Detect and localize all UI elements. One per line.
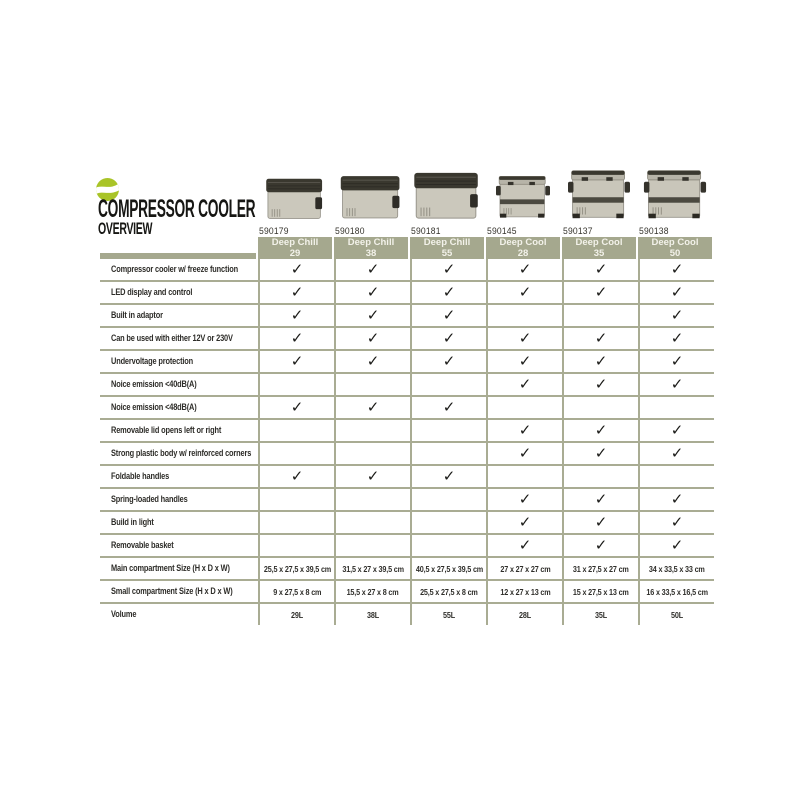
check-icon: ✓ <box>366 307 380 324</box>
check-icon: ✓ <box>594 330 608 347</box>
feature-empty-cell <box>410 374 486 395</box>
feature-check-cell <box>638 489 714 510</box>
feature-row <box>100 604 714 625</box>
check-icon: ✓ <box>442 468 456 485</box>
check-icon: ✓ <box>670 261 684 278</box>
check-icon: ✓ <box>670 376 684 393</box>
feature-check-cell <box>486 259 562 280</box>
feature-check-cell <box>638 535 714 556</box>
product-model-label: 28 <box>517 247 529 259</box>
feature-row <box>100 558 714 581</box>
product-header <box>562 237 636 259</box>
feature-row <box>100 328 714 351</box>
check-icon: ✓ <box>518 330 532 347</box>
feature-empty-cell <box>258 443 334 464</box>
feature-check-cell <box>258 328 334 349</box>
feature-row <box>100 512 714 535</box>
feature-empty-cell <box>410 489 486 510</box>
cooler-chill-image <box>264 177 326 226</box>
feature-empty-cell <box>334 489 410 510</box>
check-icon: ✓ <box>518 284 532 301</box>
feature-check-cell <box>638 328 714 349</box>
feature-row <box>100 466 714 489</box>
feature-row <box>100 535 714 558</box>
check-icon: ✓ <box>594 376 608 393</box>
feature-check-cell <box>638 512 714 533</box>
feature-row <box>100 443 714 466</box>
feature-empty-cell <box>638 397 714 418</box>
feature-label: Removable basket <box>111 540 174 551</box>
feature-check-cell <box>562 259 638 280</box>
feature-empty-cell <box>334 512 410 533</box>
check-icon: ✓ <box>366 261 380 278</box>
check-icon: ✓ <box>670 307 684 324</box>
feature-empty-cell <box>486 305 562 326</box>
feature-check-cell <box>638 305 714 326</box>
feature-row <box>100 581 714 604</box>
product-header-strip <box>257 170 713 259</box>
check-icon: ✓ <box>366 353 380 370</box>
feature-empty-cell <box>258 489 334 510</box>
cooler-chill-image <box>339 174 403 226</box>
product-header <box>410 237 484 259</box>
product-model-label: 50 <box>669 247 681 259</box>
feature-empty-cell <box>486 466 562 487</box>
feature-empty-cell <box>258 374 334 395</box>
feature-value: 31 x 27,5 x 27 cm <box>573 563 629 574</box>
feature-check-cell <box>486 512 562 533</box>
feature-row <box>100 397 714 420</box>
check-icon: ✓ <box>594 491 608 508</box>
feature-value: 38L <box>367 609 379 620</box>
product-sku: 590181 <box>411 226 441 236</box>
feature-check-cell <box>638 420 714 441</box>
check-icon: ✓ <box>670 330 684 347</box>
feature-empty-cell <box>334 420 410 441</box>
check-icon: ✓ <box>594 514 608 531</box>
feature-value-cell <box>562 581 638 602</box>
product-column <box>561 170 637 259</box>
feature-value-cell <box>486 558 562 579</box>
product-sku: 590180 <box>335 226 365 236</box>
check-icon: ✓ <box>594 422 608 439</box>
product-header <box>486 237 560 259</box>
product-series-label: Deep Cool <box>575 237 623 248</box>
feature-check-cell <box>562 420 638 441</box>
feature-value: 16 x 33,5 x 16,5 cm <box>646 586 708 597</box>
feature-empty-cell <box>258 420 334 441</box>
feature-empty-cell <box>410 443 486 464</box>
feature-value: 12 x 27 x 13 cm <box>499 586 551 597</box>
check-icon: ✓ <box>442 353 456 370</box>
check-icon: ✓ <box>670 445 684 462</box>
product-model-label: 29 <box>289 247 301 259</box>
check-icon: ✓ <box>670 422 684 439</box>
feature-value: 9 x 27,5 x 8 cm <box>272 586 322 597</box>
check-icon: ✓ <box>290 330 304 347</box>
feature-empty-cell <box>410 420 486 441</box>
feature-value-cell <box>638 558 714 579</box>
check-icon: ✓ <box>518 376 532 393</box>
feature-empty-cell <box>562 305 638 326</box>
feature-value-cell <box>334 558 410 579</box>
feature-value-cell <box>410 558 486 579</box>
check-icon: ✓ <box>518 261 532 278</box>
feature-check-cell <box>334 305 410 326</box>
check-icon: ✓ <box>518 445 532 462</box>
check-icon: ✓ <box>670 491 684 508</box>
feature-value-cell <box>258 604 334 625</box>
feature-check-cell <box>486 282 562 303</box>
check-icon: ✓ <box>670 514 684 531</box>
feature-value: 55L <box>443 609 455 620</box>
feature-label: Noice emission <40dB(A) <box>111 379 197 390</box>
feature-value: 25,5 x 27,5 x 8 cm <box>420 586 478 597</box>
product-series-label: Deep Chill <box>347 237 395 248</box>
feature-empty-cell <box>258 535 334 556</box>
feature-label: Spring-loaded handles <box>111 494 188 505</box>
feature-row <box>100 351 714 374</box>
feature-empty-cell <box>638 466 714 487</box>
page-title: COMPRESSOR COOLER <box>98 195 256 223</box>
check-icon: ✓ <box>290 307 304 324</box>
feature-check-cell <box>258 351 334 372</box>
check-icon: ✓ <box>442 261 456 278</box>
feature-row <box>100 282 714 305</box>
check-icon: ✓ <box>518 353 532 370</box>
product-column <box>257 170 333 259</box>
feature-check-cell <box>562 489 638 510</box>
feature-value-cell <box>258 558 334 579</box>
feature-label: Build in light <box>111 517 154 528</box>
feature-value-cell <box>486 581 562 602</box>
product-sku: 590145 <box>487 226 517 236</box>
check-icon: ✓ <box>518 491 532 508</box>
check-icon: ✓ <box>366 399 380 416</box>
feature-check-cell <box>486 420 562 441</box>
feature-empty-cell <box>334 535 410 556</box>
feature-check-cell <box>410 397 486 418</box>
feature-check-cell <box>410 328 486 349</box>
feature-check-cell <box>258 466 334 487</box>
feature-empty-cell <box>562 397 638 418</box>
page-subtitle: OVERVIEW <box>98 219 153 238</box>
check-icon: ✓ <box>594 537 608 554</box>
feature-check-cell <box>486 489 562 510</box>
feature-empty-cell <box>486 397 562 418</box>
feature-label: Compressor cooler w/ freeze function <box>111 264 238 275</box>
feature-row <box>100 259 714 282</box>
product-column <box>485 170 561 259</box>
feature-check-cell <box>334 466 410 487</box>
cooler-cool-image <box>496 173 550 226</box>
feature-check-cell <box>486 328 562 349</box>
check-icon: ✓ <box>594 445 608 462</box>
feature-check-cell <box>638 374 714 395</box>
product-header <box>638 237 712 259</box>
feature-row <box>100 420 714 443</box>
product-column <box>333 170 409 259</box>
feature-check-cell <box>410 351 486 372</box>
feature-value-cell <box>334 604 410 625</box>
product-series-label: Deep Cool <box>651 237 699 248</box>
check-icon: ✓ <box>290 399 304 416</box>
check-icon: ✓ <box>442 399 456 416</box>
feature-check-cell <box>638 282 714 303</box>
check-icon: ✓ <box>670 537 684 554</box>
feature-check-cell <box>486 443 562 464</box>
feature-label: Removable lid opens left or right <box>111 425 222 436</box>
comparison-table <box>100 259 714 625</box>
check-icon: ✓ <box>290 284 304 301</box>
feature-value: 15 x 27,5 x 13 cm <box>573 586 629 597</box>
feature-empty-cell <box>562 466 638 487</box>
feature-value: 28L <box>519 609 531 620</box>
feature-value-cell <box>562 604 638 625</box>
feature-check-cell <box>410 259 486 280</box>
feature-check-cell <box>334 259 410 280</box>
feature-check-cell <box>638 351 714 372</box>
feature-row <box>100 489 714 512</box>
feature-value: 50L <box>671 609 683 620</box>
feature-label: Can be used with either 12V or 230V <box>111 333 233 344</box>
check-icon: ✓ <box>518 514 532 531</box>
feature-check-cell <box>258 397 334 418</box>
feature-check-cell <box>334 282 410 303</box>
check-icon: ✓ <box>518 537 532 554</box>
feature-empty-cell <box>410 512 486 533</box>
product-model-label: 55 <box>441 247 453 259</box>
feature-label: Volume <box>111 609 137 620</box>
check-icon: ✓ <box>290 261 304 278</box>
feature-row <box>100 374 714 397</box>
product-series-label: Deep Chill <box>423 237 471 248</box>
check-icon: ✓ <box>594 261 608 278</box>
cooler-cool-image <box>568 168 630 226</box>
feature-label: Noice emission <48dB(A) <box>111 402 197 413</box>
feature-value: 25,5 x 27,5 x 39,5 cm <box>263 563 331 574</box>
feature-check-cell <box>486 535 562 556</box>
feature-label: Strong plastic body w/ reinforced corners <box>111 448 252 459</box>
feature-value-cell <box>410 604 486 625</box>
feature-value-cell <box>486 604 562 625</box>
feature-check-cell <box>562 282 638 303</box>
feature-value: 29L <box>291 609 303 620</box>
product-model-label: 38 <box>365 247 377 259</box>
feature-value-cell <box>334 581 410 602</box>
cooler-chill-image <box>412 171 482 226</box>
check-icon: ✓ <box>290 353 304 370</box>
feature-check-cell <box>258 259 334 280</box>
feature-label: LED display and control <box>111 287 193 298</box>
product-sku: 590137 <box>563 226 593 236</box>
check-icon: ✓ <box>442 284 456 301</box>
product-sku: 590179 <box>259 226 289 236</box>
feature-check-cell <box>410 282 486 303</box>
feature-check-cell <box>258 305 334 326</box>
feature-label: Foldable handles <box>111 471 170 482</box>
feature-check-cell <box>562 328 638 349</box>
feature-empty-cell <box>410 535 486 556</box>
feature-check-cell <box>486 351 562 372</box>
feature-row <box>100 305 714 328</box>
feature-value: 15,5 x 27 x 8 cm <box>347 586 399 597</box>
product-sku: 590138 <box>639 226 669 236</box>
check-icon: ✓ <box>442 330 456 347</box>
feature-check-cell <box>638 259 714 280</box>
feature-label: Undervoltage protection <box>111 356 194 367</box>
check-icon: ✓ <box>670 284 684 301</box>
feature-check-cell <box>562 443 638 464</box>
feature-check-cell <box>334 328 410 349</box>
product-column <box>409 170 485 259</box>
product-column <box>637 170 713 259</box>
feature-check-cell <box>334 397 410 418</box>
feature-value-cell <box>562 558 638 579</box>
feature-value: 34 x 33,5 x 33 cm <box>649 563 705 574</box>
feature-value: 40,5 x 27,5 x 39,5 cm <box>415 563 483 574</box>
feature-check-cell <box>334 351 410 372</box>
feature-label: Main compartment Size (H x D x W) <box>111 563 230 574</box>
feature-value-cell <box>638 581 714 602</box>
feature-check-cell <box>638 443 714 464</box>
feature-check-cell <box>486 374 562 395</box>
feature-value: 31,5 x 27 x 39,5 cm <box>342 563 404 574</box>
feature-empty-cell <box>258 512 334 533</box>
check-icon: ✓ <box>594 353 608 370</box>
product-header <box>334 237 408 259</box>
product-series-label: Deep Cool <box>499 237 547 248</box>
product-model-label: 35 <box>593 247 605 259</box>
feature-check-cell <box>410 466 486 487</box>
check-icon: ✓ <box>366 284 380 301</box>
feature-check-cell <box>258 282 334 303</box>
feature-value: 35L <box>595 609 607 620</box>
feature-value-cell <box>638 604 714 625</box>
product-series-label: Deep Chill <box>271 237 319 248</box>
feature-check-cell <box>562 351 638 372</box>
feature-value-cell <box>410 581 486 602</box>
check-icon: ✓ <box>290 468 304 485</box>
feature-value-cell <box>258 581 334 602</box>
feature-empty-cell <box>334 443 410 464</box>
check-icon: ✓ <box>366 330 380 347</box>
cooler-cool-image <box>640 168 710 226</box>
feature-check-cell <box>562 374 638 395</box>
check-icon: ✓ <box>518 422 532 439</box>
feature-label: Small compartment Size (H x D x W) <box>111 586 233 597</box>
check-icon: ✓ <box>670 353 684 370</box>
check-icon: ✓ <box>442 307 456 324</box>
product-header <box>258 237 332 259</box>
feature-check-cell <box>562 535 638 556</box>
check-icon: ✓ <box>366 468 380 485</box>
feature-label: Built in adaptor <box>111 310 163 321</box>
feature-empty-cell <box>334 374 410 395</box>
check-icon: ✓ <box>594 284 608 301</box>
feature-value: 27 x 27 x 27 cm <box>499 563 551 574</box>
feature-check-cell <box>562 512 638 533</box>
feature-check-cell <box>410 305 486 326</box>
